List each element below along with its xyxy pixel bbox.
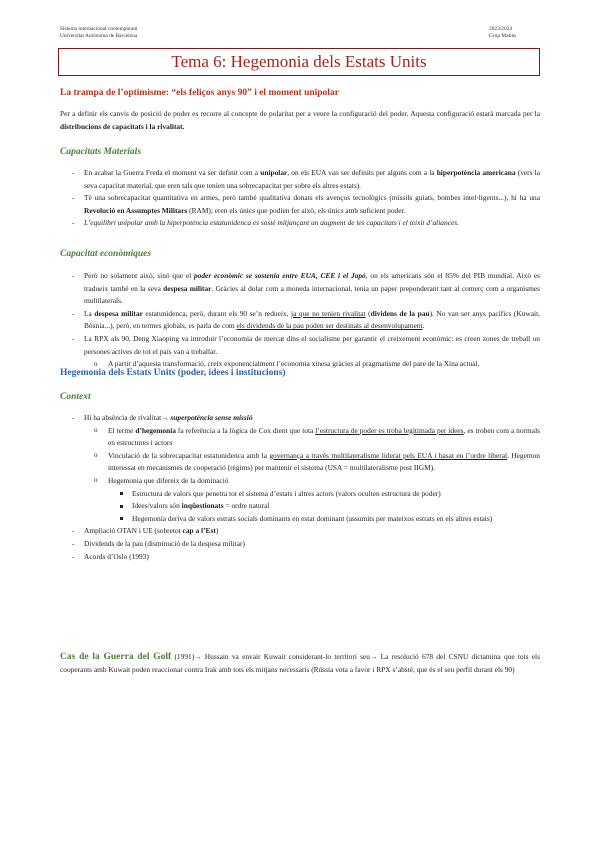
sub-list-item: o A partir d’aquesta transformació, creix exponencialment l’economia xinesa gràcies al pragmatisme del pare de la Xina actual. — [84, 358, 540, 371]
capacitat-economiques-list — [60, 270, 540, 371]
intro-paragraph — [60, 108, 540, 133]
sub-sub-list-item: Hegemonia deriva de valors estrats socials dominants en estat dominant (assumits per mateixos estrats en els altres estats) — [108, 513, 540, 526]
university-name: Universitat Autònoma de Barcelona — [60, 32, 138, 39]
golf-text: (1991)→ Hussain va envair Kuwait considerant-lo territori seu→ La resolució 678 del CSNU dictamina que tots els cooperants amb Kuwait poden reaccionar contra Irak amb tots els mitjans necessaris (Rússia vota a favor i RPX s’absté, que és el seu perfil durant els 90) — [60, 652, 540, 674]
list-item: - L’equilibri unipolar amb la hiperpotència estatunidenca es sostè mitjançant un augment de les capacitats i el teixit d’aliances. — [60, 217, 540, 230]
intro-text: Per a definir els canvis de posició de poder es recorre al concepte de polaritat per a veure la configuració del poder. Aquesta configuració estarà marcada per la — [60, 109, 540, 118]
section-heading-hegemonia: Hegemonia dels Estats Units (poder, idees i institucions) — [60, 368, 286, 378]
list-item: - Acords d’Oslo (1993) — [60, 551, 540, 564]
subheading-capacitats-materials: Capacitats Materials — [60, 147, 142, 157]
subheading-capacitat-economiques: Capacitat econòmiques — [60, 249, 152, 259]
sub-list-item: o El terme d’hegemonia fa referència a la lògica de Cox dient que tota l’estructura de poder es troba legitimada per idees, es troben com a normals en estructures i actors — [84, 425, 540, 450]
list-item: - Té una sobrecapacitat quantitativa en armes, però també qualitativa donats els avenços tecnològics (míssils guiats, bombes intel·ligents...), hi ha una Revolució en Assumptes Militars (RAM); eren els únics que podien fer això, els únics amb suficient poder. — [60, 192, 540, 217]
capacitats-materials-list — [60, 167, 540, 230]
context-list — [60, 412, 540, 563]
list-item: - La despesa militar estatunidenca, però, durant els 90 se’n redueix, ja que no tenien rivalitat (dividens de la pau). No van ser anys pacífics (Kuwait, Bòsnia...), però, en termes globals, es parla de com els dividends de la pau poden ser destinats al desenvolupament. — [60, 308, 540, 333]
page-title: Tema 6: Hegemonia dels Estats Units — [171, 52, 427, 71]
page-header-left — [60, 26, 138, 39]
list-item: - La RPX als 90, Deng Xiaoping va introduir l’economia de mercat dins el socialisme per garantir el creixement econòmic: es creen zones de treball on persones actives de tot el país van a treballar. o A partir d’aquesta transformació, creix exponencialment l’economia xinesa gràcies al pragmatisme del pare de la Xina actual. — [60, 333, 540, 371]
course-name: Sistema internacional contemporani — [60, 26, 138, 32]
subheading-context: Context — [60, 392, 91, 402]
intro-bold: distribucions de capacitats i la rivalitat. — [60, 121, 185, 131]
golf-heading: Cas de la Guerra del Golf — [60, 652, 172, 662]
list-item: - Dividends de la pau (disminució de la despesa militar) — [60, 538, 540, 551]
sub-sub-list-item: Estructura de valors que penetra tot el sistema d’estats i altres actors (valors oculten estructura de poder) — [108, 488, 540, 501]
title-box — [58, 48, 540, 76]
list-item: - Però no solament això, sinó que el poder econòmic se sostenia entre EUA, CEE i el Japó, on els americans són el 85% del PIB mundial. Això es tradueix també en la seva despesa militar. Gràcies al dolar com a moneda internacional, tenia un paper preponderant tant al comerç com a organismes multilaterals. — [60, 270, 540, 308]
academic-year: 2023/2024 — [489, 26, 513, 32]
page-header-right — [489, 26, 516, 39]
golf-paragraph — [60, 651, 540, 676]
group-name: Grup Matins — [489, 32, 517, 39]
sub-list-item: o Hegemonia que difereix de la dominació Estructura de valors que penetra tot el sistema d’estats i altres actors (valors oculten estructura de poder) Idees/valors són inqüestionats = ordre natural Hegemonia deriva de valors estrats socials dominants en estat dominant (assumits per mateixos estrats en els altres estats) — [84, 475, 540, 525]
section-heading-trampa: La trampa de l’optimisme: “els feliços anys 90” i el moment unipolar — [60, 88, 339, 98]
list-item: - Ampliació OTAN i UE (sobretot cap a l’Est) — [60, 525, 540, 538]
sub-list-item: o Vinculació de la sobrecapacitat estatunidenca amb la governança a través multilateralisme liderat pels EUA i basat en l’ordre liberal. Hegemon interessat en mecanismes de cooperació (règims) per mantenir el sistema (USA = multilateralisme post IIGM). — [84, 450, 540, 475]
list-item: - Hi ha absència de rivalitat→ superpotència sense missió o El terme d’hegemonia fa referència a la lògica de Cox dient que tota l’estructura de poder es troba legitimada per idees, es troben com a normals en estructures i actors o Vinculació de la sobrecapacitat estatunidenca amb la governança a través multilateralisme liderat pels EUA i basat en l’ordre liberal. Hegemon interessat en mecanismes de cooperació (règims) per mantenir el sistema (USA = multilateralisme post IIGM). o Hegemonia que difereix de la dominació Estructura de valors que penetra tot el sistema d’estats i altres actors (valors oculten estructura de poder) Idees/valors són inqüestionats = ordre natural Hegemonia deriva de valors estrats socials dominants en estat dominant (assumits per mateixos estrats en els altres estats) — [60, 412, 540, 525]
sub-sub-list-item: Idees/valors són inqüestionats = ordre natural — [108, 500, 540, 513]
list-item: - En acabar la Guerra Freda el moment va ser definit com a unipolar, on els EUA van ser definits per alguns com a la hiperpotència americana (vers la seva capacitat material, que eren tals que tenien una sobrecapacitat per sobre els altres estats). — [60, 167, 540, 192]
